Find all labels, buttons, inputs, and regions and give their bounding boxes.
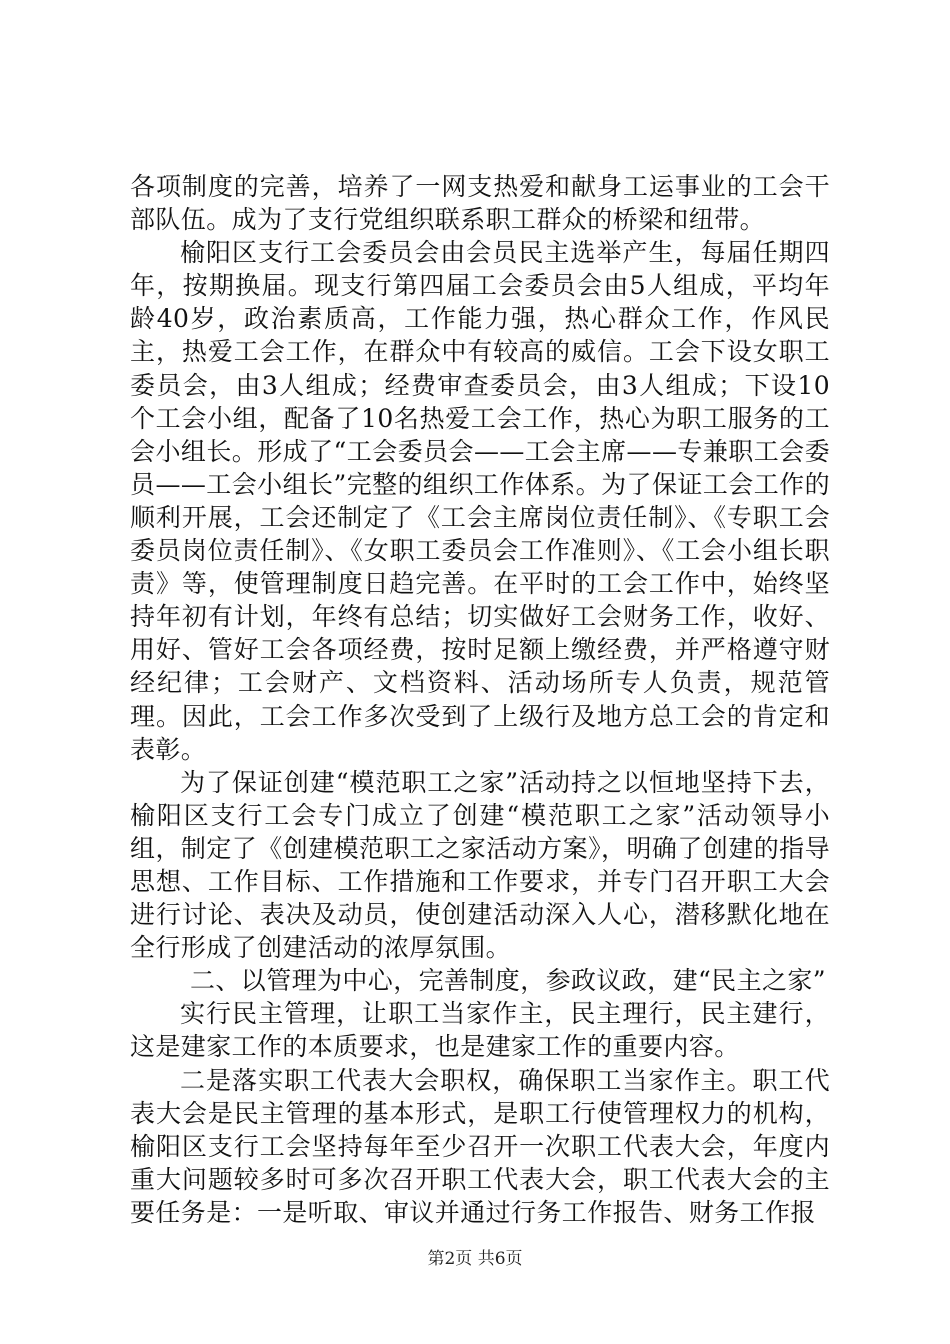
paragraph-model-home: 为了保证创建“模范职工之家”活动持之以恒地坚持下去，榆阳区支行工会专门成立了创建“模范职工之家”活动领导小组，制定了《创建模范职工之家活动方案》，明确了创建的指导思想、工作目标、工作措施和工作要求，并专门召开职工大会进行讨论、表决及动员，使创建活动深入人心，潜移默化地在全行形成了创建活动的浓厚氛围。 <box>130 767 830 963</box>
page-footer: 第2页 共6页 <box>427 1249 523 1269</box>
paragraph-workers-congress: 二是落实职工代表大会职权，确保职工当家作主。职工代表大会是民主管理的基本形式，是职工行使管理权力的机构，榆阳区支行工会坚持每年至少召开一次职工代表大会，年度内重大问题较多时可多次召开职工代表大会，职工代表大会的主要任务是：一是听取、审议并通过行务工作报告、财务工作报 <box>130 1065 830 1227</box>
section-heading: 二、以管理为中心，完善制度，参政议政，建“民主之家” <box>190 966 826 996</box>
document-body <box>130 170 830 1229</box>
paragraph-continuation: 各项制度的完善，培养了一网支热爱和献身工运事业的工会干部队伍。成为了支行党组织联系职工群众的桥梁和纽带。 <box>130 172 830 235</box>
paragraph-union-committee: 榆阳区支行工会委员会由会员民主选举产生，每届任期四年，按期换届。现支行第四届工会委员会由5人组成，平均年龄40岁，政治素质高，工作能力强，热心群众工作，作风民主，热爱工会工作，在群众中有较高的威信。工会下设女职工委员会，由3人组成；经费审查委员会，由3人组成；下设10个工会小组，配备了10名热爱工会工作，热心为职工服务的工会小组长。形成了“工会委员会——工会主席——专兼职工会委员——工会小组长”完整的组织工作体系。为了保证工会工作的顺利开展，工会还制定了《工会主席岗位责任制》、《专职工会委员岗位责任制》、《女职工委员会工作准则》、《工会小组长职责》等，使管理制度日趋完善。在平时的工会工作中，始终坚持年初有计划，年终有总结；切实做好工会财务工作，收好、用好、管好工会各项经费，按时足额上缴经费，并严格遵守财经纪律；工会财产、文档资料、活动场所专人负责，规范管理。因此，工会工作多次受到了上级行及地方总工会的肯定和表彰。 <box>130 238 830 764</box>
paragraph-democratic-management: 实行民主管理，让职工当家作主，民主理行，民主建行，这是建家工作的本质要求，也是建家工作的重要内容。 <box>130 999 830 1062</box>
